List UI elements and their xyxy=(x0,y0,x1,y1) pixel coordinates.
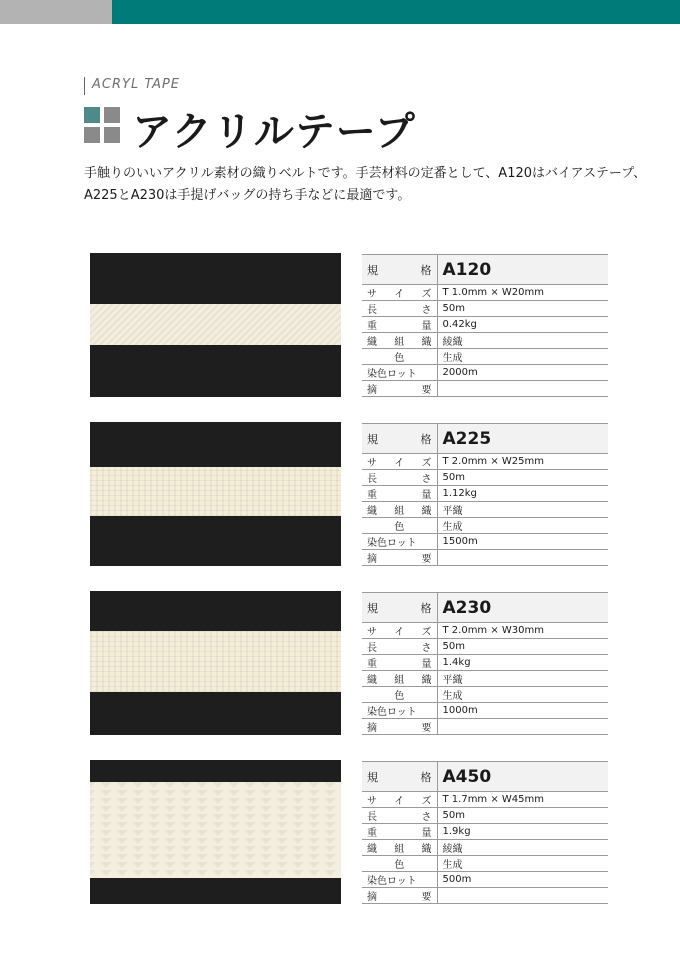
spec-cell xyxy=(362,888,437,904)
spec-label: 組 xyxy=(394,675,405,686)
dye-lot-value: 1000m xyxy=(437,703,608,719)
spec-table-a225 xyxy=(362,423,608,566)
spec-cell xyxy=(362,454,437,470)
spec-cell xyxy=(362,687,437,703)
spec-label: サ xyxy=(367,796,377,807)
logo-square xyxy=(104,127,120,143)
spec-label: ズ xyxy=(421,289,432,300)
description xyxy=(84,163,647,207)
swatch-a230 xyxy=(90,591,341,735)
model-value: A225 xyxy=(437,424,608,454)
spec-label: サ xyxy=(367,458,377,469)
spec-row xyxy=(362,840,608,856)
spec-cell xyxy=(362,518,437,534)
spec-label: 織 xyxy=(421,337,432,348)
spec-row xyxy=(362,593,608,623)
tape-sample xyxy=(90,631,341,692)
spec-cell xyxy=(362,550,437,566)
spec-label: ズ xyxy=(421,458,432,469)
spec-row xyxy=(362,486,608,502)
spec-table-a120 xyxy=(362,254,608,397)
spec-table-a230 xyxy=(362,592,608,735)
spec-label: サ xyxy=(367,627,377,638)
spec-label: 織 xyxy=(367,675,377,686)
spec-row xyxy=(362,518,608,534)
note-value xyxy=(437,719,608,735)
spec-label: イ xyxy=(394,289,405,300)
page-subtitle: ACRYL TAPE xyxy=(92,77,181,92)
size-value: T 2.0mm × W25mm xyxy=(437,454,608,470)
spec-cell xyxy=(362,255,437,285)
spec-cell xyxy=(362,762,437,792)
spec-row xyxy=(362,333,608,349)
spec-label: 織 xyxy=(367,337,377,348)
weight-value: 0.42kg xyxy=(437,317,608,333)
spec-label: 重 xyxy=(367,490,377,501)
weave-value: 平織 xyxy=(437,671,608,687)
spec-cell xyxy=(362,424,437,454)
color-value: 生成 xyxy=(437,349,608,365)
spec-label: サ xyxy=(367,289,377,300)
model-value: A120 xyxy=(437,255,608,285)
spec-cell xyxy=(362,824,437,840)
squares-logo-icon xyxy=(84,107,120,143)
spec-label: 色 xyxy=(394,522,405,533)
length-value: 50m xyxy=(437,470,608,486)
top-banner-grey xyxy=(0,0,112,24)
spec-cell xyxy=(362,856,437,872)
tape-sample xyxy=(90,782,341,878)
spec-row xyxy=(362,671,608,687)
color-value: 生成 xyxy=(437,687,608,703)
weave-value: 平織 xyxy=(437,502,608,518)
color-value: 生成 xyxy=(437,856,608,872)
spec-cell xyxy=(362,840,437,856)
spec-label: 織 xyxy=(421,506,432,517)
logo-square xyxy=(84,107,100,123)
spec-row xyxy=(362,365,608,381)
spec-label: さ xyxy=(421,643,432,654)
dye-lot-value: 2000m xyxy=(437,365,608,381)
spec-cell xyxy=(362,486,437,502)
spec-label: 規 xyxy=(367,263,378,277)
note-value xyxy=(437,888,608,904)
spec-cell xyxy=(362,534,437,550)
spec-row xyxy=(362,888,608,904)
spec-label: 規 xyxy=(367,601,378,615)
spec-label: 織 xyxy=(367,844,377,855)
spec-cell xyxy=(362,301,437,317)
spec-label: 摘 xyxy=(367,723,377,734)
spec-label: 量 xyxy=(421,659,432,670)
spec-label: 規 xyxy=(367,432,378,446)
spec-label: 染色ロット xyxy=(367,707,417,718)
spec-label: さ xyxy=(421,812,432,823)
spec-row xyxy=(362,762,608,792)
spec-label: 長 xyxy=(367,474,377,485)
spec-label: 重 xyxy=(367,659,377,670)
spec-label: 要 xyxy=(421,385,432,396)
swatch-a450 xyxy=(90,760,341,904)
spec-cell xyxy=(362,502,437,518)
spec-cell xyxy=(362,333,437,349)
spec-label: 色 xyxy=(394,353,405,364)
spec-row xyxy=(362,856,608,872)
spec-label: 量 xyxy=(421,490,432,501)
spec-cell xyxy=(362,792,437,808)
spec-label: ズ xyxy=(421,796,432,807)
spec-row xyxy=(362,703,608,719)
spec-label: 織 xyxy=(421,844,432,855)
weight-value: 1.12kg xyxy=(437,486,608,502)
size-value: T 2.0mm × W30mm xyxy=(437,623,608,639)
spec-label: さ xyxy=(421,474,432,485)
spec-row xyxy=(362,792,608,808)
spec-label: 染色ロット xyxy=(367,538,417,549)
dye-lot-value: 1500m xyxy=(437,534,608,550)
spec-label: さ xyxy=(421,305,432,316)
spec-label: 長 xyxy=(367,812,377,823)
spec-label: 要 xyxy=(421,723,432,734)
note-value xyxy=(437,381,608,397)
weight-value: 1.9kg xyxy=(437,824,608,840)
length-value: 50m xyxy=(437,639,608,655)
spec-row xyxy=(362,824,608,840)
spec-row xyxy=(362,872,608,888)
spec-label: 長 xyxy=(367,643,377,654)
spec-label: 規 xyxy=(367,770,378,784)
spec-label: 色 xyxy=(394,691,405,702)
spec-label: 重 xyxy=(367,828,377,839)
spec-cell xyxy=(362,623,437,639)
spec-table-a450 xyxy=(362,761,608,904)
spec-label: 摘 xyxy=(367,385,377,396)
description-line-1: 手触りのいいアクリル素材の織りベルトです。手芸材料の定番として、A120はバイアステープ、 xyxy=(84,166,647,181)
spec-row xyxy=(362,285,608,301)
logo-square xyxy=(104,107,120,123)
spec-row xyxy=(362,255,608,285)
spec-cell xyxy=(362,285,437,301)
spec-row xyxy=(362,454,608,470)
spec-cell xyxy=(362,671,437,687)
swatch-a120 xyxy=(90,253,341,397)
spec-label: 染色ロット xyxy=(367,369,417,380)
length-value: 50m xyxy=(437,808,608,824)
spec-row xyxy=(362,687,608,703)
spec-label: 格 xyxy=(420,263,432,277)
spec-label: 摘 xyxy=(367,892,377,903)
color-value: 生成 xyxy=(437,518,608,534)
spec-label: 色 xyxy=(394,860,405,871)
spec-label: 量 xyxy=(421,828,432,839)
swatch-a225 xyxy=(90,422,341,566)
logo-square xyxy=(84,127,100,143)
spec-cell xyxy=(362,593,437,623)
spec-row xyxy=(362,534,608,550)
top-banner xyxy=(0,0,680,24)
spec-row xyxy=(362,623,608,639)
spec-label: ズ xyxy=(421,627,432,638)
spec-cell xyxy=(362,381,437,397)
spec-label: 格 xyxy=(420,770,432,784)
spec-cell xyxy=(362,719,437,735)
spec-row xyxy=(362,655,608,671)
note-value xyxy=(437,550,608,566)
spec-label: イ xyxy=(394,796,405,807)
spec-label: イ xyxy=(394,627,405,638)
spec-label: 織 xyxy=(367,506,377,517)
spec-row xyxy=(362,719,608,735)
spec-cell xyxy=(362,349,437,365)
spec-label: 長 xyxy=(367,305,377,316)
spec-cell xyxy=(362,639,437,655)
model-value: A450 xyxy=(437,762,608,792)
spec-row xyxy=(362,808,608,824)
spec-label: 組 xyxy=(394,337,405,348)
tape-sample xyxy=(90,467,341,516)
spec-cell xyxy=(362,365,437,381)
spec-row xyxy=(362,639,608,655)
spec-cell xyxy=(362,655,437,671)
dye-lot-value: 500m xyxy=(437,872,608,888)
spec-row xyxy=(362,470,608,486)
spec-label: 織 xyxy=(421,675,432,686)
spec-cell xyxy=(362,317,437,333)
spec-row xyxy=(362,301,608,317)
weight-value: 1.4kg xyxy=(437,655,608,671)
spec-row xyxy=(362,424,608,454)
tape-sample xyxy=(90,304,341,345)
weave-value: 綾織 xyxy=(437,333,608,349)
subtitle-rule xyxy=(84,77,85,95)
spec-label: 要 xyxy=(421,892,432,903)
page-title: アクリルテープ xyxy=(132,109,416,155)
spec-label: 要 xyxy=(421,554,432,565)
spec-label: 格 xyxy=(420,432,432,446)
spec-cell xyxy=(362,808,437,824)
spec-row xyxy=(362,502,608,518)
spec-label: 量 xyxy=(421,321,432,332)
spec-row xyxy=(362,550,608,566)
spec-label: 染色ロット xyxy=(367,876,417,887)
spec-row xyxy=(362,381,608,397)
weave-value: 綾織 xyxy=(437,840,608,856)
spec-label: 組 xyxy=(394,506,405,517)
spec-row xyxy=(362,317,608,333)
spec-label: 重 xyxy=(367,321,377,332)
size-value: T 1.0mm × W20mm xyxy=(437,285,608,301)
spec-cell xyxy=(362,703,437,719)
spec-row xyxy=(362,349,608,365)
size-value: T 1.7mm × W45mm xyxy=(437,792,608,808)
description-line-2: A225とA230は手提げバッグの持ち手などに最適です。 xyxy=(84,188,411,203)
model-value: A230 xyxy=(437,593,608,623)
length-value: 50m xyxy=(437,301,608,317)
spec-cell xyxy=(362,470,437,486)
spec-cell xyxy=(362,872,437,888)
spec-label: 摘 xyxy=(367,554,377,565)
spec-label: 格 xyxy=(420,601,432,615)
top-banner-teal xyxy=(112,0,680,24)
spec-label: イ xyxy=(394,458,405,469)
spec-label: 組 xyxy=(394,844,405,855)
